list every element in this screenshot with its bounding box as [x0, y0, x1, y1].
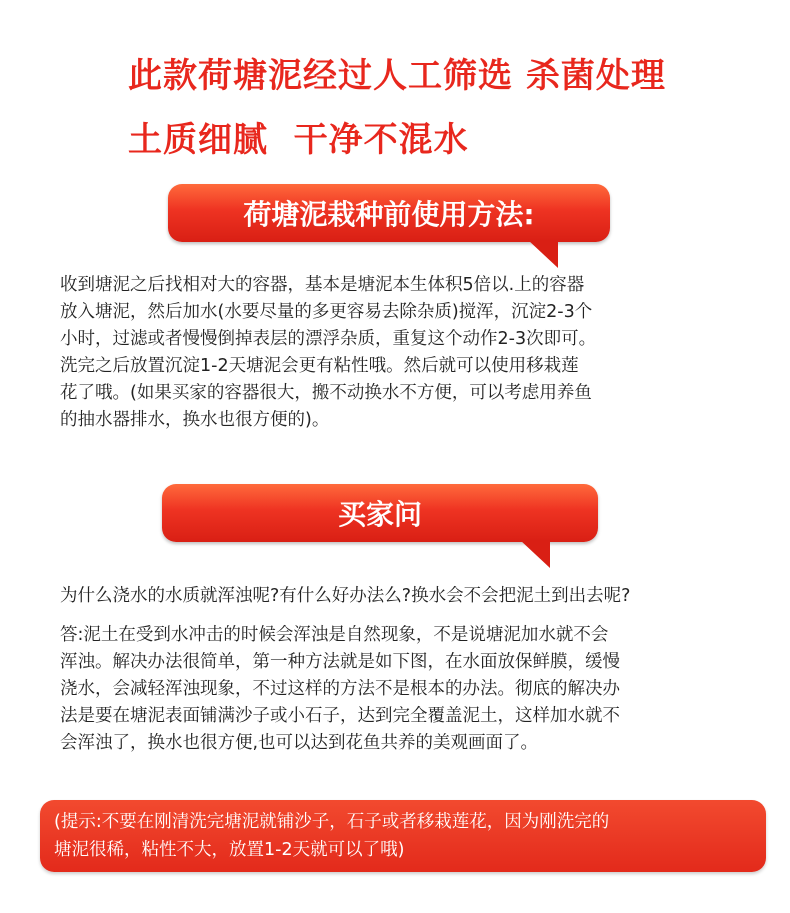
section1-line: 的抽水器排水，换水也很方便的)。	[60, 410, 330, 430]
tip-box	[40, 800, 766, 872]
section1-banner-tail	[528, 240, 558, 268]
answer-line: 浑浊。解决办法很简单，第一种方法就是如下图，在水面放保鲜膜，缓慢	[60, 652, 620, 672]
answer-line: 浇水，会减轻浑浊现象，不过这样的方法不是根本的办法。彻底的解决办	[60, 679, 620, 699]
section1-line: 放入塘泥，然后加水(水要尽量的多更容易去除杂质)搅浑，沉淀2-3个	[60, 302, 593, 322]
tip-line: (提示:不要在刚清洗完塘泥就铺沙子，石子或者移栽莲花，因为刚洗完的	[54, 812, 610, 832]
answer-line: 答:泥土在受到水冲击的时候会浑浊是自然现象，不是说塘泥加水就不会	[60, 625, 609, 645]
headline-line-2: 土质细腻 干净不混水	[128, 120, 469, 160]
section1-line: 花了哦。(如果买家的容器很大，搬不动换水不方便，可以考虑用养鱼	[60, 383, 592, 403]
tip-line: 塘泥很稀，粘性不大，放置1-2天就可以了哦)	[54, 840, 405, 860]
answer-line: 会浑浊了，换水也很方便,也可以达到花鱼共养的美观画面了。	[60, 733, 539, 753]
section2-banner	[162, 484, 598, 542]
buyer-question	[60, 583, 630, 610]
section1-title: 荷塘泥栽种前使用方法:	[243, 198, 535, 231]
section1-line: 小时，过滤或者慢慢倒掉表层的漂浮杂质，重复这个动作2-3次即可。	[60, 329, 597, 349]
section2-banner-tail	[520, 540, 550, 568]
section2-title: 买家问	[337, 498, 422, 531]
section1-line: 洗完之后放置沉淀1-2天塘泥会更有粘性哦。然后就可以使用移栽莲	[60, 356, 579, 376]
section1-paragraph	[60, 272, 596, 434]
answer-line: 法是要在塘泥表面铺满沙子或小石子，达到完全覆盖泥土，这样加水就不	[60, 706, 620, 726]
question-text: 为什么浇水的水质就浑浊呢?有什么好办法么?换水会不会把泥土到出去呢?	[60, 586, 631, 606]
section1-banner	[168, 184, 610, 242]
seller-answer	[60, 622, 620, 757]
tip-text	[54, 808, 609, 864]
section1-line: 收到塘泥之后找相对大的容器，基本是塘泥本生体积5倍以.上的容器	[60, 275, 585, 295]
headline-line-1: 此款荷塘泥经过人工筛选 杀菌处理	[128, 56, 666, 96]
